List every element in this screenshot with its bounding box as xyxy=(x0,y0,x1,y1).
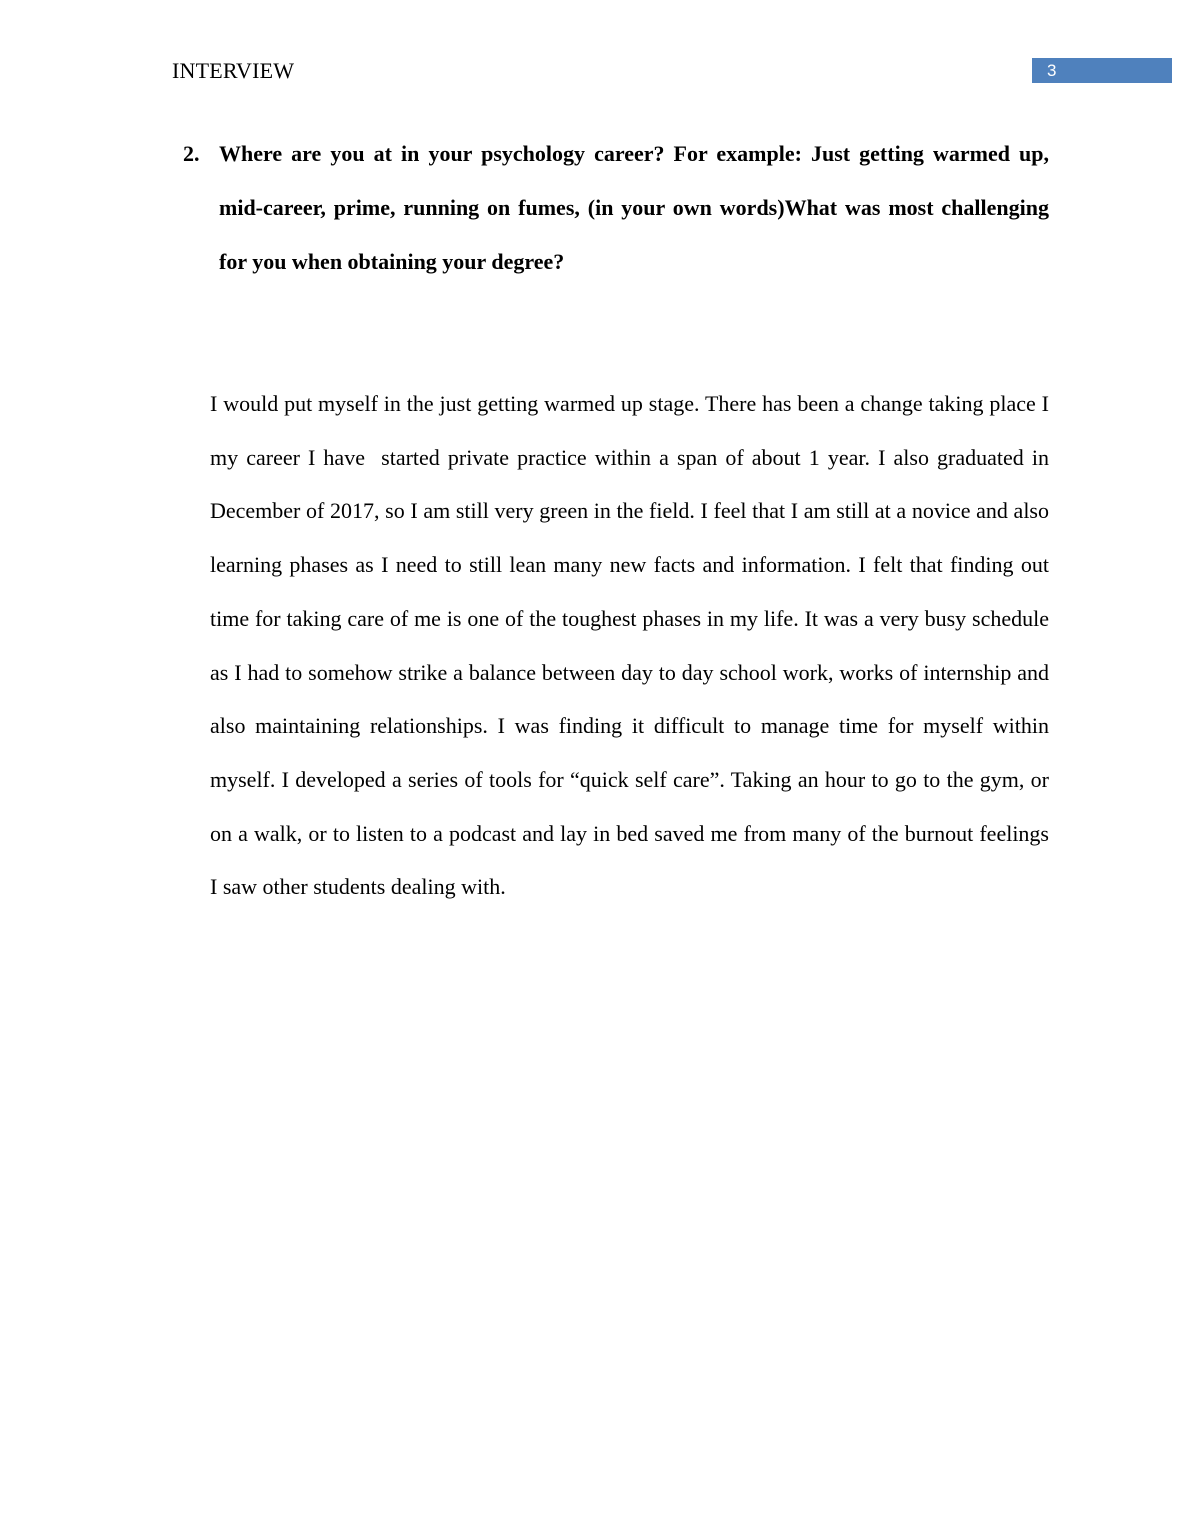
page-number: 3 xyxy=(1032,58,1172,83)
question-text: Where are you at in your psychology career? For example: Just getting warmed up, mid-career, prime, running on fumes, (in your own words)What was most challenging for you when obtaining your degree? xyxy=(219,141,1049,274)
question-number: 2. xyxy=(183,141,200,166)
header-title: INTERVIEW xyxy=(172,58,295,83)
answer-paragraph: I would put myself in the just getting warmed up stage. There has been a change taking place I my career I have started private practice within a span of about 1 year. I also graduated in December of 2017, so I am still very green in the field. I feel that I am still at a novice and also learning phases as I need to still lean many new facts and information. I felt that finding out time for taking care of me is one of the toughest phases in my life. It was a very busy schedule as I had to somehow strike a balance between day to day school work, works of internship and also maintaining relationships. I was finding it difficult to manage time for myself within myself. I developed a series of tools for “quick self care”. Taking an hour to go to the gym, or on a walk, or to listen to a podcast and lay in bed saved me from many of the burnout feelings I saw other students dealing with. xyxy=(210,391,1060,900)
